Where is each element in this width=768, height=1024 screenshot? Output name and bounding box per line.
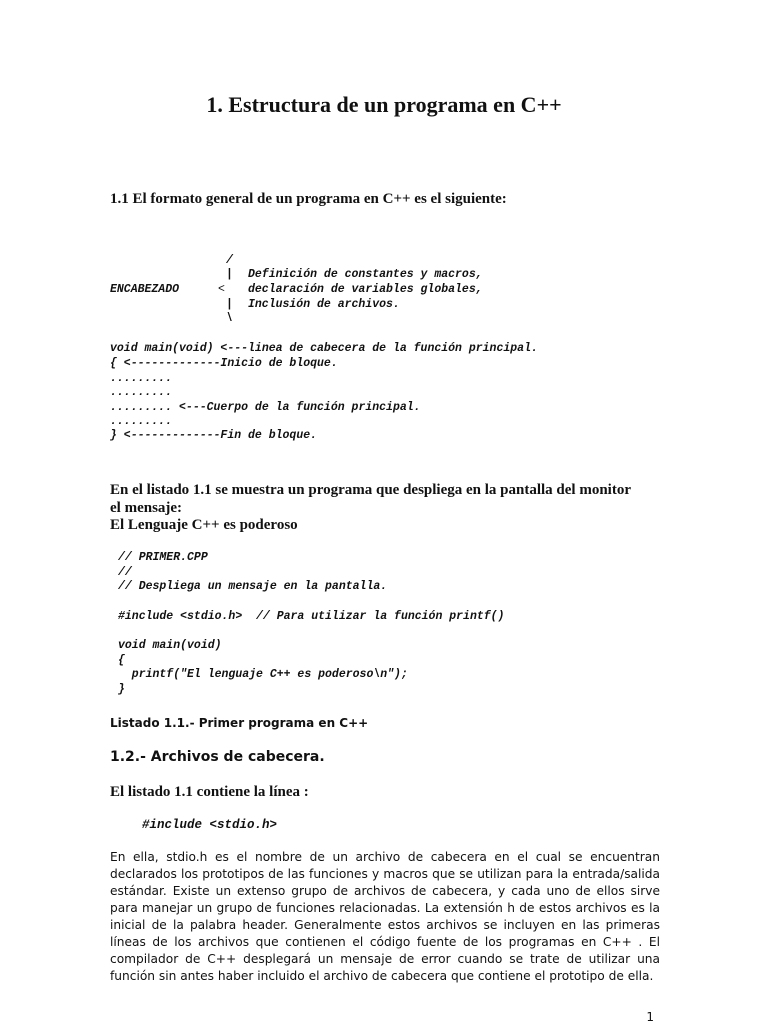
intro-line: el mensaje: [110,500,183,516]
format-line: } <-------------Fin de bloque. [110,429,318,442]
section-1-1-heading: 1.1 El formato general de un programa en C++ es el siguiente: [110,191,507,207]
format-line: void main(void) <---linea de cabecera de la función principal. [110,342,538,355]
listing-line: } [118,683,125,696]
listing-caption: Listado 1.1.- Primer programa en C++ [110,716,369,730]
diagram-line-3: Inclusión de archivos. [248,298,400,311]
listing-line: // PRIMER.CPP [118,551,208,564]
body-paragraph: En ella, stdio.h es el nombre de un archivo de cabecera en el cual se encuentran declarados los prototipos de las funciones y macros que se utilizan para la entrada/salida estándar. Existe un extenso grupo de archivos de cabecera, y cada uno de ellos sirve para manejar un grupo de funciones relacionadas. La extensión h de estos archivos es la inicial de la palabra header. Generalmente estos archivos se incluyen en las primeras líneas de los archivos que contienen el código fuente de los programas en C++ . El compilador de C++ desplegará un mensaje de error cuando se trate de utilizar una función sin antes haber incluido el archivo de cabecera que contiene el prototipo de ella. [110,850,660,983]
format-line: ......... [110,372,173,385]
diagram-line-2: declaración de variables globales, [248,283,483,296]
format-line: ......... [110,386,173,399]
listing-line: // [118,566,132,579]
listing-line: void main(void) [118,639,222,652]
intro-line: En el listado 1.1 se muestra un programa que despliega en la pantalla del monitor [110,482,632,498]
listing-line: #include <stdio.h> // Para utilizar la función printf() [118,610,505,623]
diagram-slash-bottom: \ [226,312,233,325]
diagram-lt: < [218,283,225,296]
listing-line: { [118,654,125,667]
line-intro: El listado 1.1 contiene la línea : [110,784,309,800]
page-title: 1. Estructura de un programa en C++ [206,92,562,117]
format-line: ......... <---Cuerpo de la función principal. [110,401,421,414]
format-line: { <-------------Inicio de bloque. [110,357,338,370]
diagram-slash-top: / [226,254,233,267]
include-line: #include <stdio.h> [142,818,278,832]
intro-line: El Lenguaje C++ es poderoso [110,517,298,533]
listing-line: // Despliega un mensaje en la pantalla. [118,580,388,593]
format-line: ......... [110,415,173,428]
diagram-label: ENCABEZADO [110,283,180,296]
diagram-bar-2: | [226,298,233,311]
diagram-bar-1: | [226,268,233,281]
page-number: 1 [646,1010,654,1024]
diagram-line-1: Definición de constantes y macros, [248,268,483,281]
listing-line: printf("El lenguaje C++ es poderoso\n"); [118,668,408,681]
section-1-2-heading: 1.2.- Archivos de cabecera. [110,749,325,765]
